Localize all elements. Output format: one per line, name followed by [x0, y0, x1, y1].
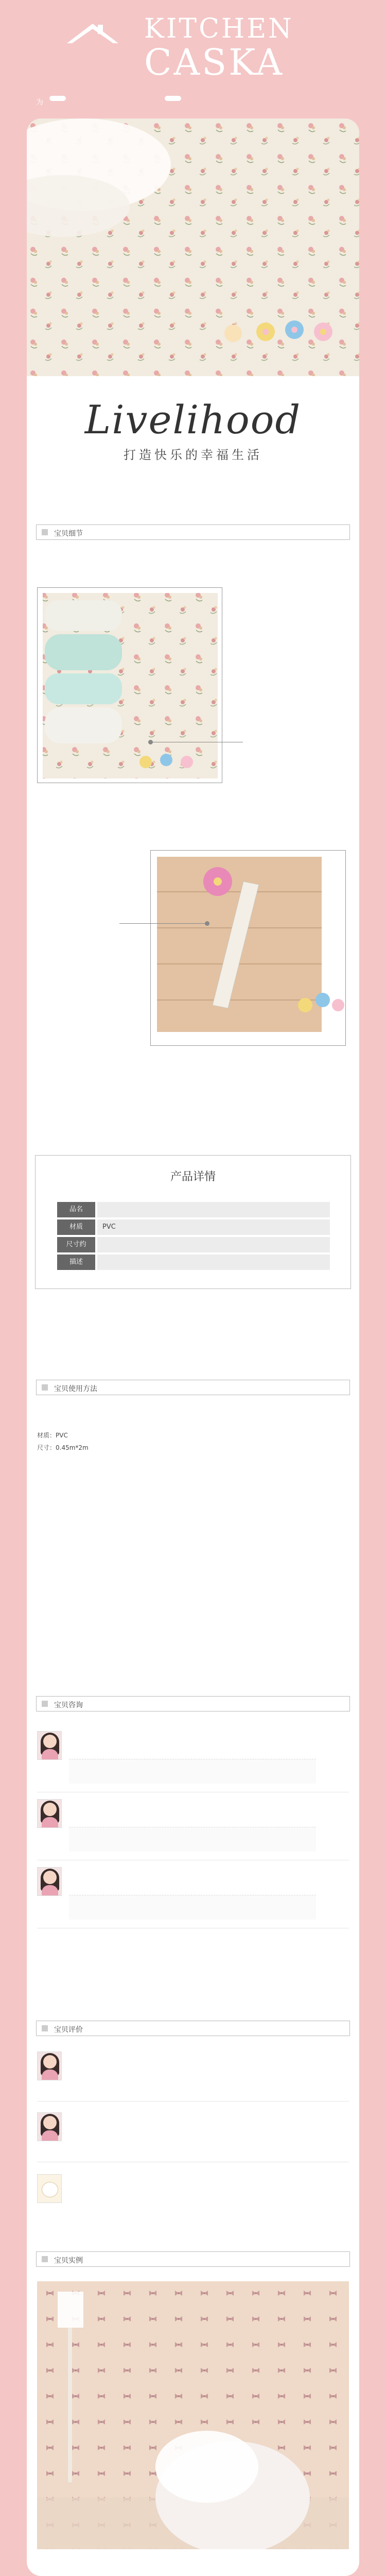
slogan-tail-left-prefix: 为	[36, 98, 44, 107]
detail-row-description	[57, 1255, 330, 1270]
detail-value	[97, 1202, 330, 1217]
slogan-pill-right	[165, 96, 181, 101]
brand-line-1: KITCHEN	[144, 13, 294, 44]
detail-value	[97, 1237, 330, 1252]
usage-text	[37, 1429, 305, 1454]
reply-box	[69, 1827, 316, 1852]
avatar	[37, 1867, 62, 1896]
consult-item	[37, 1867, 349, 1934]
section-header-example	[36, 2251, 350, 2267]
roll-product-image	[151, 851, 345, 1045]
hero-photo	[27, 118, 359, 376]
square-icon	[42, 1701, 48, 1707]
section-header-usage	[36, 1380, 350, 1395]
livelihood-title: Livelihood	[84, 397, 302, 443]
avatar	[37, 2052, 62, 2080]
section-header-detail	[36, 524, 350, 540]
content-card	[27, 118, 359, 2576]
detail-label: 描述	[57, 1255, 95, 1270]
detail-photo-1	[37, 587, 222, 783]
review-item	[37, 2174, 349, 2221]
avatar	[37, 1799, 62, 1828]
detail-row-name	[57, 1202, 330, 1217]
section-title-detail: 宝贝细节	[54, 530, 83, 538]
avatar	[37, 1731, 62, 1760]
reply-box	[69, 1895, 316, 1920]
square-icon	[42, 529, 48, 535]
reply-box	[69, 1759, 316, 1784]
brand-line-2: CASKA	[144, 41, 285, 83]
detail-value: PVC	[97, 1219, 330, 1235]
detail-row-material	[57, 1219, 330, 1235]
usage-line: 尺寸：0.45m*2m	[37, 1444, 89, 1451]
callout-dot-1	[148, 740, 153, 744]
page-header	[0, 0, 386, 129]
livelihood-banner	[27, 397, 359, 463]
example-photo	[37, 2281, 349, 2549]
section-header-consult	[36, 1696, 350, 1711]
product-details-title: 产品详情	[170, 1171, 216, 1183]
square-icon	[42, 2025, 48, 2031]
section-header-review	[36, 2021, 350, 2036]
avatar	[37, 2174, 62, 2203]
flower-hooks	[253, 314, 336, 350]
consult-item	[37, 1731, 349, 1798]
slogan-pill-left	[49, 96, 66, 101]
review-item	[37, 2052, 349, 2108]
detail-label: 材质	[57, 1219, 95, 1235]
review-item	[37, 2112, 349, 2169]
callout-dot-2	[205, 921, 209, 926]
square-icon	[42, 1384, 48, 1391]
room-example-image	[37, 2281, 349, 2549]
section-title-usage: 宝贝使用方法	[54, 1385, 97, 1393]
avatar	[37, 2112, 62, 2141]
square-icon	[42, 2256, 48, 2262]
towel-wallpaper-image	[38, 588, 222, 783]
divider	[37, 2101, 349, 2102]
brand-logo	[144, 13, 350, 83]
usage-line: 材质：PVC	[37, 1432, 68, 1439]
bunny-icon	[42, 2182, 58, 2197]
section-title-review: 宝贝评价	[54, 2026, 83, 2034]
consult-item	[37, 1799, 349, 1866]
section-title-consult: 宝贝咨询	[54, 1701, 83, 1709]
detail-photo-2	[150, 850, 346, 1046]
detail-value	[97, 1255, 330, 1270]
house-icon	[62, 21, 124, 52]
livelihood-subtitle: 打造快乐的幸福生活	[124, 448, 262, 462]
detail-label: 尺寸约	[57, 1237, 95, 1252]
section-title-example: 宝贝实例	[54, 2257, 83, 2265]
product-details-panel	[35, 1155, 351, 1289]
detail-label: 品名	[57, 1202, 95, 1217]
callout-line-2	[119, 923, 207, 924]
detail-row-size	[57, 1237, 330, 1252]
